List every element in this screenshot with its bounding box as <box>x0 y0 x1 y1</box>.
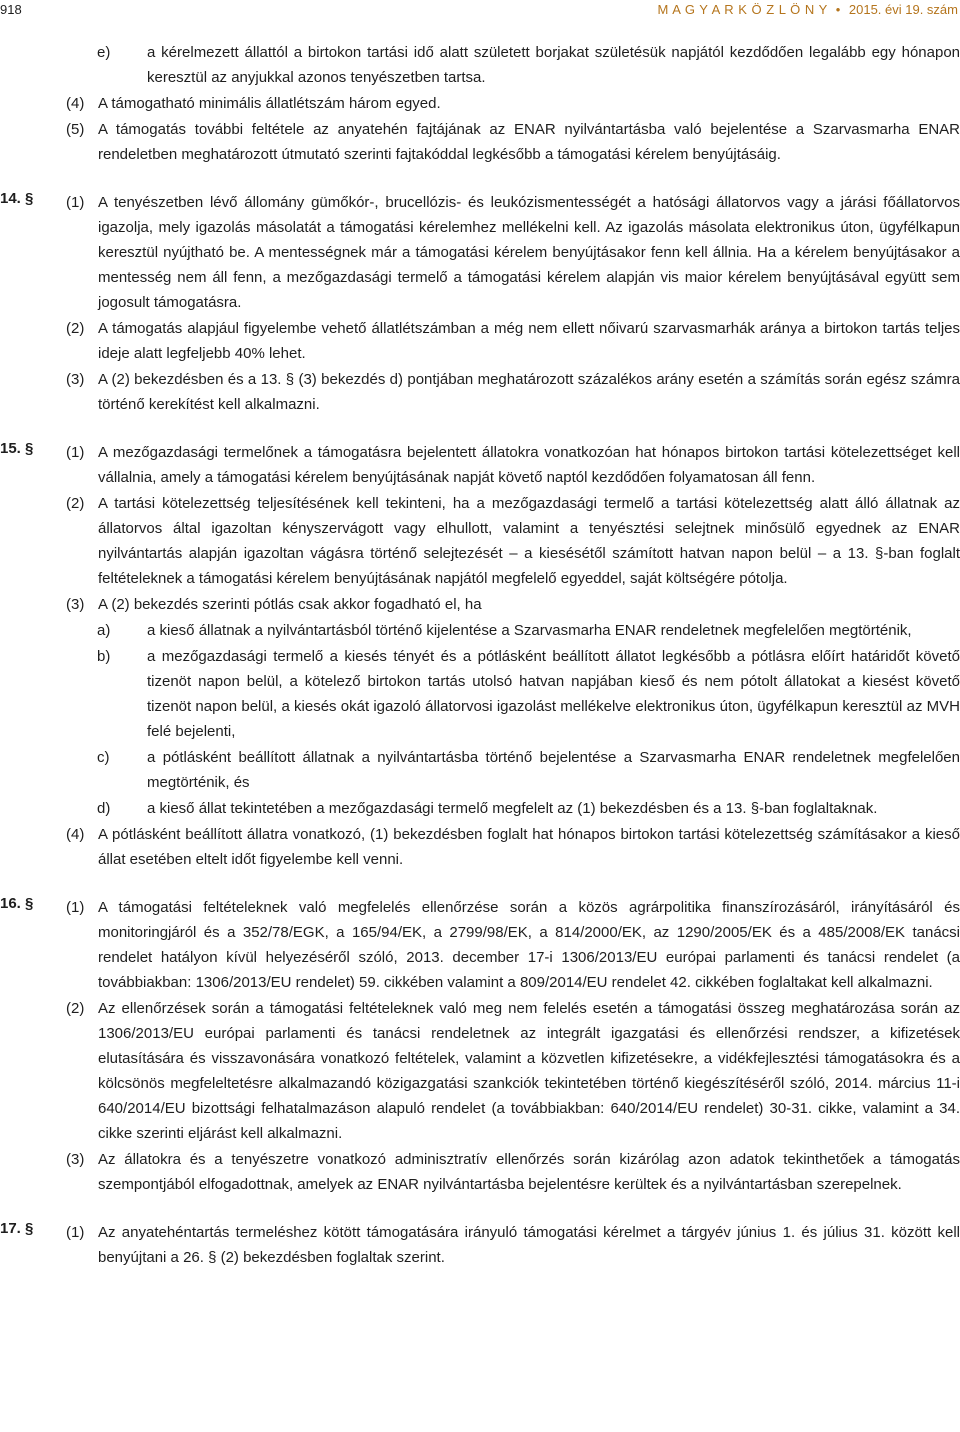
paragraph-text: A (2) bekezdés szerinti pótlás csak akkor fogadható el, ha <box>98 596 482 613</box>
paragraph <box>0 996 960 1146</box>
paragraph-text: Az anyatehéntartás termeléshez kötött támogatására irányuló támogatási kérelmet a tárgyév június 1. és július 31. között kell benyújtani a 26. § (2) bekezdésben foglaltak szerint. <box>98 1224 960 1266</box>
issue-label: 2015. évi 19. szám <box>848 2 958 17</box>
item-label: a) <box>97 622 111 639</box>
list-item <box>0 40 960 90</box>
paragraph-label: (4) <box>66 95 85 112</box>
paragraph-text: A támogatás alapjául figyelembe vehető állatlétszámban a még nem ellett nőivarú szarvasmarhák aránya a birtokon tartás teljes ideje alatt legfeljebb 40% lehet. <box>98 320 960 362</box>
item-text: a mezőgazdasági termelő a kiesés tényét és a pótlásként beállított állatot legkésőbb a pótlásra előírt határidőt követő tizenöt napon belül, a kötelező birtokon tartás utolsó hatvan napjában kieső és nem pótolt állatokat a kiesést követő tizenöt napon belül, a kiesés okát igazoló állatorvosi igazolást mellékelve elektronikus úton, ügyfélkapun keresztül az MVH felé bejelenti, <box>147 648 960 740</box>
paragraph-label: (2) <box>66 320 85 337</box>
paragraph <box>0 91 960 116</box>
paragraph-label: (2) <box>66 1000 85 1017</box>
section-number: 15. § <box>0 440 34 457</box>
section-15 <box>0 440 960 872</box>
paragraph-label: (4) <box>66 826 85 843</box>
paragraph-text: A pótlásként beállított állatra vonatkozó, (1) bekezdésben foglalt hat hónapos birtokon tartási kötelezettség számításakor a kieső állat esetében eltelt időt figyelembe kell venni. <box>98 826 960 868</box>
section-number: 17. § <box>0 1220 34 1237</box>
paragraph <box>0 822 960 872</box>
item-text: a pótlásként beállított állatnak a nyilvántartásba történő bejelentése a Szarvasmarha ENAR rendeletnek megfelelően megtörténik, és <box>147 749 960 791</box>
paragraph-label: (1) <box>66 194 85 211</box>
item-label: d) <box>97 800 111 817</box>
item-label: c) <box>97 749 110 766</box>
header-separator: • <box>835 2 841 17</box>
paragraph-text: Az állatokra és a tenyészetre vonatkozó adminisztratív ellenőrzés során kizárólag azon adatok tekinthetőek a támogatás szempontjából elfogadottnak, amelyek az ENAR nyilvántartásba bejelentésre kerültek és a nyilvántartásban szerepelnek. <box>98 1151 960 1193</box>
paragraph-text: A támogatható minimális állatlétszám három egyed. <box>98 95 441 112</box>
paragraph-text: A tartási kötelezettség teljesítésének kell tekinteni, ha a mezőgazdasági termelő a tartási kötelezettség alatt álló állatnak az állatorvos által igazoltan kényszervágott vagy elhullott, valamint a tenyésztési selejtnek minősülő egyednek az ENAR nyilvántartás alapján igazoltan vágásra történő selejtezését – a kiesésétől számított hatvan napon belül – a 13. §-ban foglalt feltételeknek a támogatási kérelem benyújtásának napjától megfelelő egyeddel, saját költségére pótolja. <box>98 495 960 587</box>
paragraph-label: (3) <box>66 596 85 613</box>
journal-title: M A G Y A R K Ö Z L Ö N Y <box>657 2 828 17</box>
item-text: a kérelmezett állattól a birtokon tartási idő alatt született borjakat születésük napjától kezdődően legalább egy hónapon keresztül az anyjukkal azonos tenyészetben tartsa. <box>147 44 960 86</box>
paragraph-label: (3) <box>66 371 85 388</box>
paragraph-text: A tenyészetben lévő állomány gümőkór-, brucellózis- és leukózismentességét a hatósági állatorvos vagy a járási főállatorvos igazolja, mely igazolás másolatát a támogatási kérelemhez mellékelni kell. Az igazolás másolata elektronikus úton, ügyfélkapun keresztül nyújtható be. A mentességnek már a támogatási kérelem benyújtásakor fenn kell állnia. Ha a kérelem benyújtásakor a mentesség nem áll fenn, a mezőgazdasági termelő a támogatási kérelem alapján vis maior kérelem benyújtásával együtt sem jogosult támogatásra. <box>98 194 960 311</box>
paragraph-label: (2) <box>66 495 85 512</box>
paragraph-label: (3) <box>66 1151 85 1168</box>
paragraph <box>0 1147 960 1197</box>
document-body <box>0 40 960 1271</box>
page-header <box>0 2 960 18</box>
paragraph <box>0 190 960 315</box>
list-item <box>0 618 960 643</box>
paragraph <box>0 440 960 490</box>
item-text: a kieső állatnak a nyilvántartásból történő kijelentése a Szarvasmarha ENAR rendeletnek megfelelően megtörténik, <box>147 622 912 639</box>
page-number: 918 <box>0 2 22 17</box>
paragraph-label: (1) <box>66 1224 85 1241</box>
paragraph-text: Az ellenőrzések során a támogatási feltételeknek való meg nem felelés esetén a támogatási összeg meghatározása során az 1306/2013/EU európai parlamenti és tanácsi rendeletnek az integrált igazgatási és ellenőrzési rendszer, a kifizetések elutasítására és visszavonására vonatkozó feltételek, valamint a közvetlen kifizetésekre, a vidékfejlesztési támogatásokra és a kölcsönös megfeleltetésre alkalmazandó közigazgatási szankciók tekintetében történő kiegészítéséről szóló, 2014. március 11-i 640/2014/EU bizottsági felhatalmazáson alapuló rendelet (a továbbiakban: 640/2014/EU rendelet) 30-31. cikke, valamint a 34. cikke szerinti eljárást kell alkalmazni. <box>98 1000 960 1142</box>
list-item <box>0 745 960 795</box>
section-14 <box>0 190 960 417</box>
paragraph-text: A támogatás további feltétele az anyatehén fajtájának az ENAR nyilvántartásba való bejelentése a Szarvasmarha ENAR rendeletben meghatározott útmutató szerinti fajtakóddal legkésőbb a támogatási kérelem benyújtásáig. <box>98 121 960 163</box>
item-label: e) <box>97 44 111 61</box>
item-text: a kieső állat tekintetében a mezőgazdasági termelő megfelelt az (1) bekezdésben és a 13. §-ban foglaltaknak. <box>147 800 878 817</box>
list-item <box>0 796 960 821</box>
paragraph-label: (5) <box>66 121 85 138</box>
paragraph <box>0 1220 960 1270</box>
paragraph <box>0 117 960 167</box>
paragraph <box>0 491 960 591</box>
paragraph <box>0 367 960 417</box>
paragraph <box>0 316 960 366</box>
item-label: b) <box>97 648 111 665</box>
section-17 <box>0 1220 960 1270</box>
section-number: 14. § <box>0 190 34 207</box>
paragraph-text: A (2) bekezdésben és a 13. § (3) bekezdés d) pontjában meghatározott százalékos arány esetén a számítás során egész számra történő kerekítést kell alkalmazni. <box>98 371 960 413</box>
paragraph-label: (1) <box>66 444 85 461</box>
paragraph <box>0 895 960 995</box>
section-number: 16. § <box>0 895 34 912</box>
journal-header <box>658 2 958 17</box>
paragraph-label: (1) <box>66 899 85 916</box>
paragraph-text: A támogatási feltételeknek való megfelelés ellenőrzése során a közös agrárpolitika finanszírozásáról, irányításáról és monitoringjáról és a 352/78/EGK, a 165/94/EK, a 2799/98/EK, a 814/2000/EK, az 1290/2005/EK és a 485/2008/EK tanácsi rendelet hatályon kívül helyezéséről szóló, 2013. december 17-i 1306/2013/EU európai parlamenti és tanácsi rendelet (a továbbiakban: 1306/2013/EU rendelet) 59. cikkében valamint a 809/2014/EU rendelet 42. cikkében foglaltakat kell alkalmazni. <box>98 899 960 991</box>
list-item <box>0 644 960 744</box>
paragraph-text: A mezőgazdasági termelőnek a támogatásra bejelentett állatokra vonatkozóan hat hónapos birtokon tartási kötelezettséget kell vállalnia, amely a támogatási kérelem benyújtásának napját követő naptól kezdődően folyamatosan áll fenn. <box>98 444 960 486</box>
section-16 <box>0 895 960 1197</box>
paragraph <box>0 592 960 617</box>
